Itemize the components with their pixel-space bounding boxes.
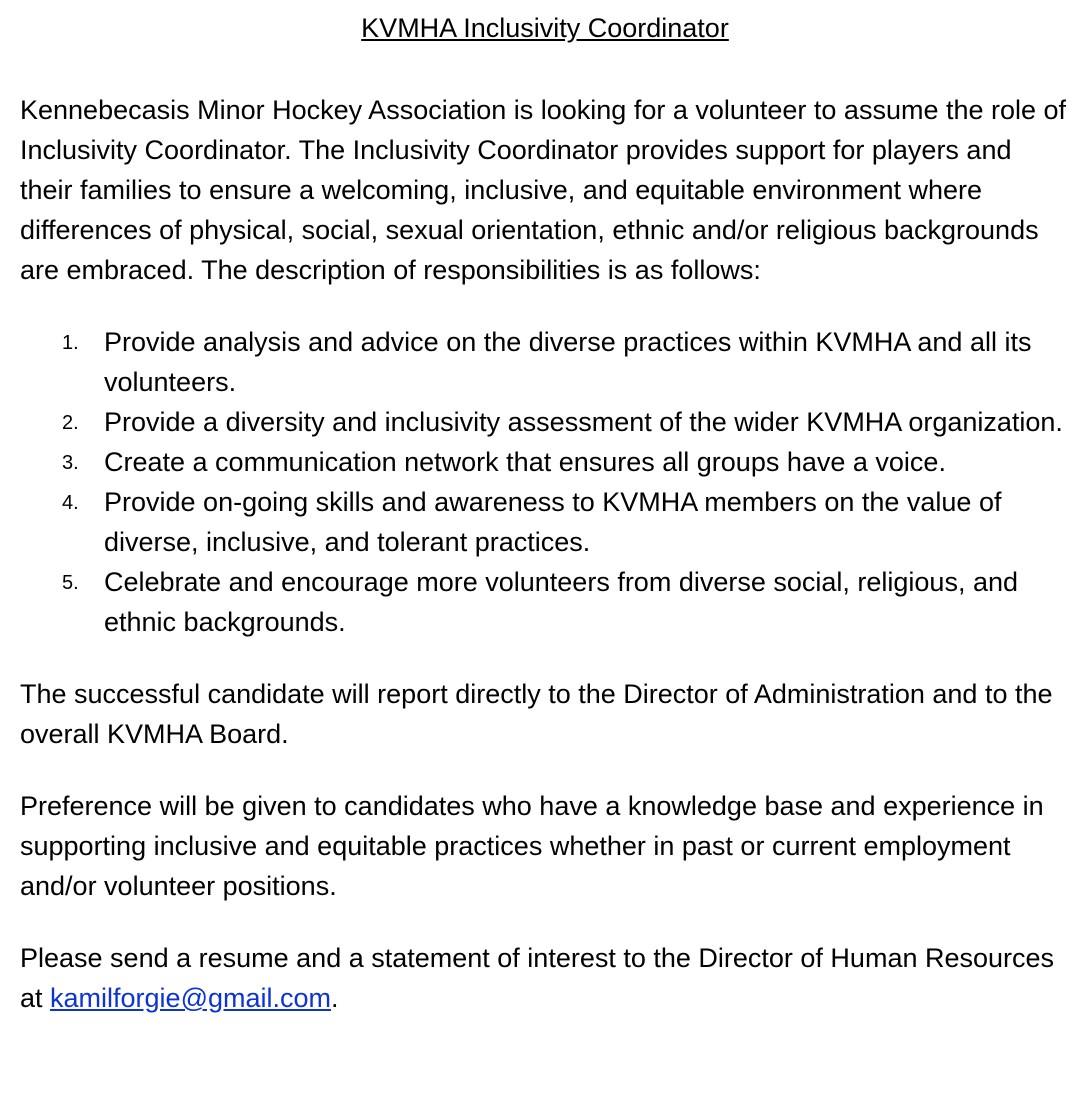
list-item [20, 402, 1070, 442]
contact-paragraph [20, 938, 1070, 1018]
report-paragraph: The successful candidate will report directly to the Director of Administration and to the overall KVMHA Board. [20, 679, 1053, 749]
contact-end: . [331, 983, 339, 1013]
list-item-text: Create a communication network that ensures all groups have a voice. [104, 447, 946, 477]
contact-text: Please send a resume and a statement of interest to the Director of Human Resources at [20, 943, 1055, 1013]
list-item-number: 1. [62, 332, 79, 354]
list-item [20, 322, 1070, 402]
list-item [20, 442, 1070, 482]
document-page [20, 0, 1070, 1018]
list-item-number: 5. [62, 572, 79, 594]
document-title: KVMHA Inclusivity Coordinator [361, 13, 729, 43]
list-item-text: Provide on-going skills and awareness to KVMHA members on the value of diverse, inclusive, and tolerant practices. [104, 487, 1002, 557]
preference-paragraph: Preference will be given to candidates who have a knowledge base and experience in supporting inclusive and equitable practices whether in past or current employment and/or volunteer positions. [20, 791, 1044, 901]
list-item-number: 4. [62, 492, 79, 514]
responsibilities-list [20, 322, 1070, 642]
list-item [20, 562, 1070, 642]
list-item [20, 482, 1070, 562]
list-item-text: Provide analysis and advice on the diverse practices within KVMHA and all its volunteers. [104, 327, 1032, 397]
list-item-text: Celebrate and encourage more volunteers from diverse social, religious, and ethnic backgrounds. [104, 567, 1018, 637]
list-item-number: 3. [62, 452, 79, 474]
list-item-text: Provide a diversity and inclusivity assessment of the wider KVMHA organization. [104, 407, 1063, 437]
intro-paragraph: Kennebecasis Minor Hockey Association is looking for a volunteer to assume the role of Inclusivity Coordinator. The Inclusivity Coordinator provides support for players and their families to ensure a welcoming, inclusive, and equitable environment where differences of physical, social, sexual orientation, ethnic and/or religious backgrounds are embraced. The description of responsibilities is as follows: [20, 95, 1067, 285]
email-link[interactable]: kamilforgie@gmail.com [50, 983, 332, 1013]
list-item-number: 2. [62, 412, 79, 434]
